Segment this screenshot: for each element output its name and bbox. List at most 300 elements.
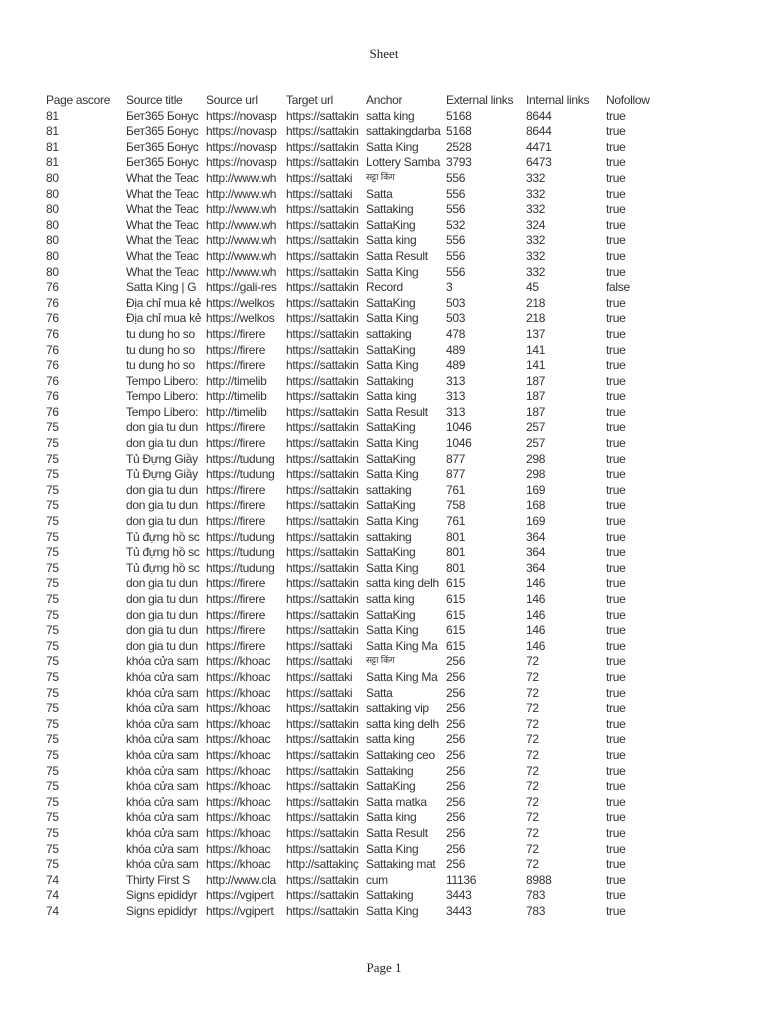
cell-source-title: khóa cửa sam	[126, 857, 199, 872]
cell-nofollow: true	[606, 514, 626, 529]
cell-internal-links: 364	[526, 560, 546, 575]
cell-nofollow: true	[606, 623, 626, 638]
cell-nofollow: true	[606, 810, 626, 825]
cell-page-ascore: 76	[46, 389, 59, 404]
cell-internal-links: 8644	[526, 124, 552, 139]
cell-external-links: 3793	[446, 155, 472, 170]
cell-internal-links: 257	[526, 436, 546, 451]
cell-nofollow: true	[606, 451, 626, 466]
cell-source-title: Tủ Đựng Giầy	[126, 451, 198, 466]
cell-target-url: https://sattakin	[286, 295, 359, 310]
cell-target-url: https://sattakin	[286, 326, 359, 341]
cell-nofollow: true	[606, 170, 626, 185]
cell-anchor: Satta	[366, 685, 393, 700]
cell-source-url: https://gali-res	[206, 280, 277, 295]
cell-target-url: https://sattaki	[286, 654, 353, 669]
cell-source-title: don gia tu dun	[126, 514, 198, 529]
cell-source-url: https://khoac	[206, 716, 271, 731]
cell-source-title: What the Teac	[126, 248, 199, 263]
cell-target-url: https://sattakin	[286, 763, 359, 778]
cell-target-url: https://sattaki	[286, 669, 353, 684]
cell-target-url: https://sattaki	[286, 685, 353, 700]
cell-external-links: 489	[446, 358, 466, 373]
cell-source-url: https://khoac	[206, 857, 271, 872]
cell-source-url: http://timelib	[206, 373, 267, 388]
cell-anchor: satta king delh	[366, 716, 439, 731]
cell-internal-links: 72	[526, 825, 539, 840]
cell-target-url: https://sattakin	[286, 747, 359, 762]
cell-nofollow: true	[606, 654, 626, 669]
cell-anchor: Satta king	[366, 389, 417, 404]
cell-anchor: SattaKing	[366, 217, 416, 232]
cell-external-links: 615	[446, 623, 466, 638]
cell-nofollow: true	[606, 373, 626, 388]
cell-source-url: https://firere	[206, 326, 266, 341]
cell-source-url: https://firere	[206, 358, 266, 373]
cell-target-url: https://sattakin	[286, 592, 359, 606]
cell-page-ascore: 74	[46, 888, 59, 903]
cell-source-url: https://tudung	[206, 529, 275, 544]
cell-internal-links: 187	[526, 373, 546, 388]
cell-page-ascore: 75	[46, 451, 59, 466]
cell-source-url: https://khoac	[206, 825, 271, 840]
cell-anchor: Satta King	[366, 623, 419, 638]
cell-anchor: Sattaking mat	[366, 857, 436, 872]
cell-page-ascore: 75	[46, 763, 59, 778]
cell-external-links: 313	[446, 373, 466, 388]
cell-source-title: Tempo Libero:	[126, 404, 199, 419]
cell-anchor: sattaking vip	[366, 701, 429, 716]
cell-anchor: Satta King	[366, 358, 419, 373]
cell-source-title: Satta King | G	[126, 280, 197, 295]
cell-target-url: https://sattakin	[286, 311, 359, 326]
cell-source-title: tu dung ho so	[126, 326, 195, 341]
cell-source-title: khóa cửa sam	[126, 794, 199, 809]
cell-external-links: 615	[446, 576, 466, 591]
cell-internal-links: 141	[526, 358, 546, 373]
cell-target-url: https://sattakin	[286, 404, 359, 419]
cell-source-title: khóa cửa sam	[126, 732, 199, 747]
cell-target-url: https://sattakin	[286, 233, 359, 248]
cell-page-ascore: 76	[46, 358, 59, 373]
cell-internal-links: 783	[526, 903, 546, 918]
cell-source-title: Địa chỉ mua kẻ	[126, 295, 202, 310]
cell-source-title: What the Teac	[126, 170, 199, 185]
cell-anchor: SattaKing	[366, 607, 416, 622]
cell-target-url: https://sattakin	[286, 264, 359, 279]
cell-anchor: sattaking	[366, 482, 412, 497]
cell-source-url: https://novasp	[206, 139, 277, 154]
cell-internal-links: 169	[526, 482, 546, 497]
cell-source-title: don gia tu dun	[126, 623, 198, 638]
cell-source-title: khóa cửa sam	[126, 747, 199, 762]
cell-external-links: 556	[446, 186, 466, 201]
cell-source-title: Tempo Libero:	[126, 373, 199, 388]
cell-nofollow: true	[606, 638, 626, 653]
cell-page-ascore: 75	[46, 576, 59, 591]
cell-source-url: http://www.wh	[206, 170, 277, 185]
cell-external-links: 489	[446, 342, 466, 357]
cell-source-title: Бет365 Бонус	[126, 155, 199, 170]
cell-page-ascore: 75	[46, 685, 59, 700]
cell-page-ascore: 80	[46, 233, 59, 248]
cell-external-links: 256	[446, 841, 466, 856]
cell-target-url: https://sattakin	[286, 498, 359, 513]
cell-internal-links: 298	[526, 451, 546, 466]
cell-anchor: Lottery Samba	[366, 155, 441, 170]
cell-source-url: http://www.cla	[206, 872, 276, 887]
cell-internal-links: 137	[526, 326, 546, 341]
cell-page-ascore: 75	[46, 794, 59, 809]
cell-page-ascore: 80	[46, 217, 59, 232]
cell-source-url: http://timelib	[206, 389, 267, 404]
cell-page-ascore: 75	[46, 732, 59, 747]
cell-anchor: Record	[366, 280, 403, 295]
cell-internal-links: 6473	[526, 155, 552, 170]
cell-source-title: don gia tu dun	[126, 638, 198, 653]
cell-target-url: https://sattakin	[286, 732, 359, 747]
cell-target-url: https://sattakin	[286, 716, 359, 731]
cell-source-title: khóa cửa sam	[126, 654, 199, 669]
cell-source-title: What the Teac	[126, 217, 199, 232]
cell-target-url: https://sattakin	[286, 841, 359, 856]
cell-page-ascore: 75	[46, 514, 59, 529]
cell-source-title: khóa cửa sam	[126, 669, 199, 684]
cell-internal-links: 72	[526, 779, 539, 794]
cell-nofollow: true	[606, 592, 626, 606]
cell-page-ascore: 74	[46, 872, 59, 887]
cell-nofollow: true	[606, 202, 626, 217]
cell-page-ascore: 75	[46, 669, 59, 684]
cell-anchor: Satta Result	[366, 248, 428, 263]
cell-target-url: https://sattakin	[286, 560, 359, 575]
cell-nofollow: true	[606, 841, 626, 856]
cell-page-ascore: 74	[46, 903, 59, 918]
cell-internal-links: 72	[526, 685, 539, 700]
cell-anchor: Sattaking ceo	[366, 747, 435, 762]
cell-source-url: https://firere	[206, 638, 266, 653]
cell-internal-links: 72	[526, 794, 539, 809]
cell-source-url: http://www.wh	[206, 202, 277, 217]
cell-target-url: https://sattakin	[286, 872, 359, 887]
cell-external-links: 256	[446, 779, 466, 794]
column-header-target-url: Target url	[286, 93, 334, 107]
cell-page-ascore: 75	[46, 545, 59, 560]
cell-target-url: https://sattakin	[286, 155, 359, 170]
cell-source-url: https://tudung	[206, 451, 275, 466]
cell-page-ascore: 75	[46, 654, 59, 669]
cell-nofollow: true	[606, 404, 626, 419]
cell-internal-links: 324	[526, 217, 546, 232]
cell-nofollow: true	[606, 545, 626, 560]
cell-nofollow: true	[606, 872, 626, 887]
cell-anchor: SattaKing	[366, 779, 416, 794]
cell-external-links: 3443	[446, 888, 472, 903]
cell-anchor: सट्टा किंग	[366, 656, 395, 667]
cell-internal-links: 168	[526, 498, 546, 513]
cell-anchor: Sattaking	[366, 763, 414, 778]
cell-source-title: What the Teac	[126, 233, 199, 248]
cell-anchor: Satta King	[366, 841, 419, 856]
cell-target-url: https://sattakin	[286, 108, 359, 123]
cell-source-url: https://khoac	[206, 810, 271, 825]
cell-external-links: 801	[446, 560, 466, 575]
cell-source-title: Signs epididyr	[126, 888, 198, 903]
cell-external-links: 503	[446, 295, 466, 310]
cell-page-ascore: 76	[46, 326, 59, 341]
cell-source-url: https://vgipert	[206, 903, 274, 918]
cell-nofollow: true	[606, 701, 626, 716]
cell-anchor: sattaking	[366, 326, 412, 341]
cell-external-links: 877	[446, 451, 466, 466]
cell-source-url: https://firere	[206, 576, 266, 591]
cell-anchor: SattaKing	[366, 545, 416, 560]
cell-target-url: https://sattakin	[286, 342, 359, 357]
cell-external-links: 556	[446, 170, 466, 185]
cell-source-url: https://khoac	[206, 732, 271, 747]
cell-internal-links: 332	[526, 186, 546, 201]
cell-source-url: https://firere	[206, 342, 266, 357]
cell-source-url: https://khoac	[206, 685, 271, 700]
cell-source-title: Tủ đựng hồ sc	[126, 545, 200, 560]
cell-external-links: 758	[446, 498, 466, 513]
cell-external-links: 11136	[446, 872, 477, 887]
cell-nofollow: true	[606, 498, 626, 513]
cell-target-url: https://sattakin	[286, 825, 359, 840]
cell-external-links: 556	[446, 233, 466, 248]
cell-source-url: https://khoac	[206, 654, 271, 669]
cell-nofollow: true	[606, 186, 626, 201]
cell-page-ascore: 80	[46, 248, 59, 263]
cell-external-links: 5168	[446, 124, 472, 139]
cell-page-ascore: 75	[46, 825, 59, 840]
cell-nofollow: true	[606, 311, 626, 326]
cell-target-url: https://sattakin	[286, 529, 359, 544]
cell-internal-links: 218	[526, 295, 546, 310]
cell-source-url: https://khoac	[206, 669, 271, 684]
cell-anchor: Satta King	[366, 264, 419, 279]
cell-internal-links: 187	[526, 404, 546, 419]
cell-anchor: SattaKing	[366, 498, 416, 513]
cell-nofollow: true	[606, 326, 626, 341]
cell-nofollow: true	[606, 747, 626, 762]
cell-source-url: https://novasp	[206, 155, 277, 170]
cell-source-url: https://firere	[206, 482, 266, 497]
cell-page-ascore: 75	[46, 857, 59, 872]
cell-internal-links: 72	[526, 701, 539, 716]
cell-target-url: https://sattaki	[286, 638, 353, 653]
cell-external-links: 503	[446, 311, 466, 326]
cell-external-links: 556	[446, 248, 466, 263]
cell-nofollow: true	[606, 794, 626, 809]
cell-source-title: khóa cửa sam	[126, 701, 199, 716]
cell-page-ascore: 76	[46, 280, 59, 295]
cell-page-ascore: 76	[46, 295, 59, 310]
cell-anchor: sattaking	[366, 529, 412, 544]
cell-nofollow: true	[606, 576, 626, 591]
cell-page-ascore: 75	[46, 529, 59, 544]
cell-page-ascore: 81	[46, 139, 59, 154]
cell-source-title: Thirty First S	[126, 872, 190, 887]
cell-anchor: Satta King	[366, 139, 419, 154]
cell-source-url: https://firere	[206, 436, 266, 451]
cell-external-links: 556	[446, 202, 466, 217]
cell-source-title: don gia tu dun	[126, 607, 198, 622]
cell-anchor: Satta	[366, 186, 393, 201]
cell-source-url: https://vgipert	[206, 888, 274, 903]
cell-external-links: 3443	[446, 903, 472, 918]
cell-nofollow: true	[606, 420, 626, 435]
cell-source-url: https://khoac	[206, 779, 271, 794]
cell-page-ascore: 75	[46, 607, 59, 622]
cell-internal-links: 72	[526, 747, 539, 762]
cell-source-title: Tủ đựng hồ sc	[126, 560, 200, 575]
cell-external-links: 556	[446, 264, 466, 279]
cell-source-url: https://khoac	[206, 763, 271, 778]
cell-source-title: tu dung ho so	[126, 358, 195, 373]
cell-source-url: https://firere	[206, 514, 266, 529]
cell-target-url: https://sattakin	[286, 451, 359, 466]
cell-nofollow: true	[606, 248, 626, 263]
cell-internal-links: 332	[526, 264, 546, 279]
cell-anchor: Sattaking	[366, 202, 414, 217]
cell-source-title: khóa cửa sam	[126, 810, 199, 825]
cell-internal-links: 332	[526, 202, 546, 217]
cell-internal-links: 146	[526, 638, 546, 653]
cell-nofollow: true	[606, 264, 626, 279]
cell-page-ascore: 80	[46, 202, 59, 217]
cell-source-title: Бет365 Бонус	[126, 124, 199, 139]
cell-internal-links: 364	[526, 529, 546, 544]
cell-external-links: 313	[446, 389, 466, 404]
cell-anchor: Satta king	[366, 233, 417, 248]
cell-external-links: 256	[446, 654, 466, 669]
cell-anchor: Satta King	[366, 560, 419, 575]
cell-nofollow: true	[606, 669, 626, 684]
cell-nofollow: true	[606, 124, 626, 139]
cell-external-links: 1046	[446, 420, 472, 435]
cell-target-url: https://sattakin	[286, 139, 359, 154]
cell-page-ascore: 75	[46, 436, 59, 451]
cell-source-url: https://khoac	[206, 701, 271, 716]
cell-nofollow: true	[606, 342, 626, 357]
cell-nofollow: true	[606, 716, 626, 731]
cell-source-title: khóa cửa sam	[126, 716, 199, 731]
cell-source-url: https://tudung	[206, 545, 275, 560]
cell-internal-links: 332	[526, 170, 546, 185]
cell-internal-links: 72	[526, 841, 539, 856]
cell-source-title: Tủ đựng hồ sc	[126, 529, 200, 544]
cell-source-title: khóa cửa sam	[126, 685, 199, 700]
column-header-source-url: Source url	[206, 93, 258, 107]
cell-external-links: 256	[446, 716, 466, 731]
cell-anchor: Satta King	[366, 467, 419, 482]
cell-target-url: https://sattakin	[286, 436, 359, 451]
cell-nofollow: true	[606, 685, 626, 700]
cell-page-ascore: 75	[46, 716, 59, 731]
cell-external-links: 256	[446, 810, 466, 825]
cell-source-title: tu dung ho so	[126, 342, 195, 357]
cell-external-links: 761	[446, 514, 466, 529]
cell-anchor: sattakingdarba	[366, 124, 441, 139]
cell-page-ascore: 75	[46, 592, 59, 606]
cell-target-url: https://sattakin	[286, 888, 359, 903]
cell-external-links: 532	[446, 217, 466, 232]
cell-target-url: https://sattakin	[286, 623, 359, 638]
cell-anchor: SattaKing	[366, 420, 416, 435]
cell-internal-links: 146	[526, 592, 546, 606]
cell-nofollow: true	[606, 295, 626, 310]
cell-source-url: http://www.wh	[206, 264, 277, 279]
cell-external-links: 256	[446, 685, 466, 700]
cell-source-title: What the Teac	[126, 202, 199, 217]
cell-external-links: 615	[446, 607, 466, 622]
cell-source-url: https://welkos	[206, 311, 275, 326]
cell-page-ascore: 76	[46, 311, 59, 326]
cell-anchor: SattaKing	[366, 342, 416, 357]
cell-nofollow: true	[606, 108, 626, 123]
column-header-external-links: External links	[446, 93, 514, 107]
cell-target-url: http://sattakinç	[286, 857, 359, 872]
cell-nofollow: true	[606, 779, 626, 794]
cell-source-url: http://www.wh	[206, 217, 277, 232]
cell-page-ascore: 80	[46, 264, 59, 279]
cell-internal-links: 146	[526, 607, 546, 622]
cell-external-links: 256	[446, 732, 466, 747]
cell-target-url: https://sattakin	[286, 810, 359, 825]
cell-target-url: https://sattakin	[286, 124, 359, 139]
cell-target-url: https://sattakin	[286, 373, 359, 388]
cell-nofollow: true	[606, 825, 626, 840]
cell-anchor: Satta Result	[366, 404, 428, 419]
cell-external-links: 801	[446, 529, 466, 544]
cell-source-title: don gia tu dun	[126, 592, 198, 606]
cell-source-url: http://timelib	[206, 404, 267, 419]
cell-page-ascore: 75	[46, 623, 59, 638]
cell-internal-links: 187	[526, 389, 546, 404]
column-header-page-ascore: Page ascore	[46, 93, 111, 107]
cell-anchor: satta king	[366, 592, 415, 606]
cell-internal-links: 332	[526, 233, 546, 248]
cell-page-ascore: 81	[46, 155, 59, 170]
cell-page-ascore: 75	[46, 841, 59, 856]
cell-external-links: 761	[446, 482, 466, 497]
cell-internal-links: 8644	[526, 108, 552, 123]
cell-target-url: https://sattakin	[286, 389, 359, 404]
cell-source-url: https://firere	[206, 592, 266, 606]
cell-target-url: https://sattakin	[286, 514, 359, 529]
cell-target-url: https://sattakin	[286, 482, 359, 497]
cell-source-url: https://novasp	[206, 124, 277, 139]
cell-page-ascore: 75	[46, 701, 59, 716]
cell-page-ascore: 75	[46, 482, 59, 497]
cell-anchor: satta king	[366, 732, 415, 747]
cell-target-url: https://sattaki	[286, 170, 353, 185]
cell-target-url: https://sattakin	[286, 779, 359, 794]
cell-target-url: https://sattakin	[286, 576, 359, 591]
cell-target-url: https://sattakin	[286, 280, 359, 295]
cell-internal-links: 72	[526, 654, 539, 669]
cell-external-links: 256	[446, 763, 466, 778]
cell-internal-links: 72	[526, 732, 539, 747]
cell-nofollow: true	[606, 217, 626, 232]
cell-anchor: Satta King	[366, 436, 419, 451]
cell-target-url: https://sattakin	[286, 467, 359, 482]
cell-target-url: https://sattaki	[286, 186, 353, 201]
cell-external-links: 615	[446, 638, 466, 653]
cell-page-ascore: 81	[46, 108, 59, 123]
cell-nofollow: true	[606, 903, 626, 918]
